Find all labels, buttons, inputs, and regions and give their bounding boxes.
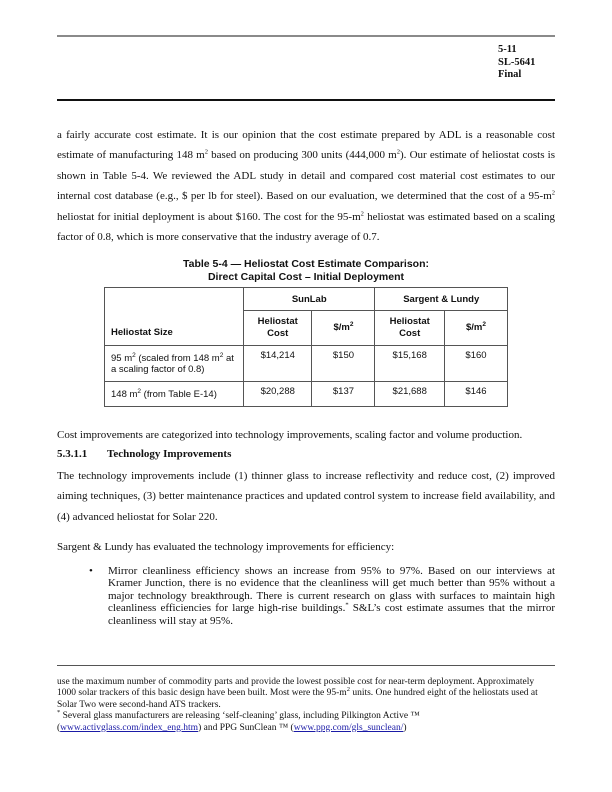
footnote-star	[57, 711, 555, 734]
cell-sl-per-m2: $146	[444, 382, 507, 407]
text-run: a fairly accurate cost estimate. It is our opinion that the cost estimate prepared by ADL is a reasonable cost estimate of manufacturing 148 m	[57, 129, 555, 162]
superscript: 2	[482, 320, 486, 328]
header-text: $/m	[333, 322, 350, 333]
table-caption-line2: Direct Capital Cost – Initial Deployment	[207, 271, 405, 283]
superscript: 2	[349, 320, 354, 328]
footnote-marker: *	[57, 709, 61, 717]
cell-sunlab-per-m2: $150	[312, 346, 375, 382]
cell-sunlab-per-m2: $137	[312, 382, 375, 407]
text-run: based on producing 300 units (444,000 m	[207, 149, 397, 162]
text-run: (scaled from 148 m	[135, 352, 220, 364]
link-activglass[interactable]: www.activglass.com/index_eng.htm	[60, 722, 199, 733]
superscript: 2	[137, 387, 142, 395]
cell-heliostat-size	[105, 382, 244, 407]
text-run: Mirror cleanliness efficiency shows an increase from 95% to 97%. Based on our interviews at Kramer Junction, there is no evidence that the cleanliness will get much better than 95% without a major technology breakthrough. There is current research on glass with surfaces to maintain high cleanliness efficiencies for large high-rise buildings.	[108, 565, 555, 615]
document-id: SL-5641	[498, 56, 536, 68]
text-run: 148 m	[111, 388, 138, 400]
text-run: units. One hundred eight of the heliostats used at Solar Two were second-hand ATS trackers.	[57, 688, 538, 710]
text-run: use the maximum number of commodity parts and provide the lowest possible cost for near-term deployment. Approximately 1000 solar trackers of this basic design have been built. Most were the 95-m	[57, 677, 535, 699]
document-status: Final	[498, 69, 522, 80]
cell-sl-cost: $21,688	[375, 382, 445, 407]
section-number: 5.3.1.1	[57, 448, 88, 460]
column-header-sl-per-m2	[444, 311, 507, 346]
footnote-marker[interactable]: *	[345, 601, 349, 609]
text-run: 95 m	[111, 352, 133, 364]
page-header	[498, 44, 535, 82]
column-header-sl-cost: Heliostat Cost	[375, 311, 445, 346]
cost-improvements-paragraph: Cost improvements are categorized into technology improvements, scaling factor and volume production.	[57, 429, 523, 441]
cell-sunlab-cost: $20,288	[244, 382, 312, 407]
column-header-sunlab-cost: Heliostat Cost	[244, 311, 312, 346]
superscript: 2	[396, 148, 400, 156]
header-rule-top	[57, 35, 555, 37]
superscript: 2	[346, 686, 350, 694]
table-caption	[100, 258, 512, 284]
text-run: heliostat for initial deployment is about $160. The cost for the 95-m	[57, 210, 361, 223]
table-row	[105, 382, 508, 407]
group-header-sunlab: SunLab	[244, 288, 375, 311]
text-run: ). Our estimate of heliostat costs is shown in Table 5-4. We reviewed the ADL study in detail and compared cost material cost estimates to our internal cost database (e.g., $ per lb for steel). Based on our evaluation, we determined that the cost of a 95-m	[57, 149, 556, 203]
text-run: heliostat was estimated based on a scaling factor of 0.8, which is more conservative that the industry average of 0.7.	[57, 210, 555, 244]
table-row	[105, 346, 508, 382]
text-run: S&L’s cost estimate assumes that the mirror cleanliness will stay at 95%.	[108, 602, 555, 627]
heliostat-cost-table	[104, 287, 508, 407]
cell-sl-cost: $15,168	[375, 346, 445, 382]
text-run: at a scaling factor of 0.8)	[111, 352, 234, 375]
footnote-separator	[57, 665, 555, 666]
section-heading	[57, 448, 231, 460]
superscript: 2	[204, 148, 208, 156]
table-caption-line1: Table 5-4 — Heliostat Cost Estimate Comparison:	[182, 258, 430, 270]
cell-sl-per-m2: $160	[444, 346, 507, 382]
evaluation-intro: Sargent & Lundy has evaluated the technology improvements for efficiency:	[57, 541, 395, 553]
superscript: 2	[551, 189, 555, 197]
superscript: 2	[360, 209, 364, 217]
text-run: (	[57, 722, 61, 733]
list-item	[108, 565, 555, 627]
technology-paragraph: The technology improvements include (1) thinner glass to increase reflectivity and reduce cost, (2) improved aiming techniques, (3) better maintenance practices and updated control system to increase field availability, and (4) advanced heliostat for Solar 220.	[57, 470, 555, 523]
cell-heliostat-size	[105, 346, 244, 382]
footnote-continued	[57, 677, 555, 711]
bullet-icon: •	[89, 565, 93, 577]
link-ppg-sunclean[interactable]: www.ppg.com/gls_sunclean/	[293, 722, 404, 733]
text-run: ) and PPG SunClean ™ (	[198, 722, 294, 733]
text-run: Several glass manufacturers are releasing ‘self-cleaning’ glass, including Pilkington Active ™	[60, 711, 420, 722]
group-header-sargent-lundy: Sargent & Lundy	[375, 288, 508, 311]
intro-paragraph	[57, 125, 555, 247]
superscript: 2	[132, 351, 136, 359]
column-header-sunlab-per-m2	[312, 311, 375, 346]
page-number: 5-11	[498, 44, 517, 55]
table-group-header-row	[105, 288, 508, 311]
header-text: $/m	[465, 322, 483, 333]
footnotes	[57, 677, 555, 734]
superscript: 2	[219, 351, 224, 359]
column-header-heliostat-size: Heliostat Size	[105, 288, 244, 346]
text-run: )	[403, 722, 407, 733]
text-run: (from Table E-14)	[141, 388, 217, 400]
cell-sunlab-cost: $14,214	[244, 346, 312, 382]
header-rule-bottom	[57, 99, 555, 101]
section-title: Technology Improvements	[107, 448, 232, 460]
